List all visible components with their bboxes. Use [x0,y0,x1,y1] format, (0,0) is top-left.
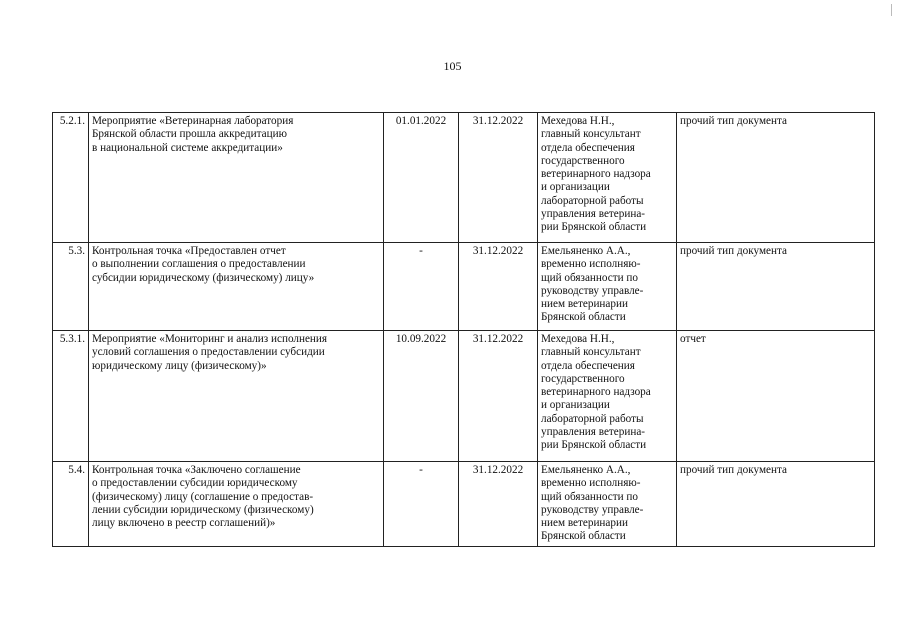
item-name [89,113,384,243]
item-number: 5.3.1. [53,331,89,462]
end-date: 31.12.2022 [459,462,538,547]
end-date: 31.12.2022 [459,243,538,331]
responsible-line: управления ветерина- [541,426,646,439]
table-row [53,113,875,243]
item-name-line: Мероприятие «Мониторинг и анализ исполнения [92,333,328,345]
item-name-line: лицу включено в реестр соглашений)» [92,517,276,530]
plan-table [52,112,875,547]
responsible-line: рии Брянской области [541,439,647,452]
item-number: 5.4. [53,462,89,547]
responsible-line: отдела обеспечения [541,141,635,154]
responsible-person [538,243,677,331]
responsible-line: государственного [541,372,625,385]
responsible-line: отдела обеспечения [541,359,635,372]
responsible-line: нием ветеринарии [541,517,628,530]
item-name-line: о выполнении соглашения о предоставлении [92,258,306,271]
responsible-line: Емельяненко А.А., [541,464,631,476]
item-name-line: в национальной системе аккредитации» [92,141,283,154]
responsible-line: щий обязанности по [541,490,638,503]
start-date: - [384,462,459,547]
responsible-line: Брянской области [541,311,626,324]
responsible-line: Мехедова Н.Н., [541,333,615,345]
responsible-line: временно исполняю- [541,477,641,490]
responsible-line: главный консультант [541,128,641,141]
responsible-line: руководству управле- [541,284,644,297]
scan-edge-mark [891,4,892,16]
item-name [89,243,384,331]
item-number: 5.3. [53,243,89,331]
document-type: прочий тип документа [677,243,875,331]
responsible-line: ветеринарного надзора [541,386,651,399]
page-number: 105 [443,59,462,73]
responsible-line: лабораторной работы [541,194,644,207]
responsible-line: Брянской области [541,530,626,543]
responsible-line: Мехедова Н.Н., [541,115,615,127]
responsible-line: главный консультант [541,346,641,359]
item-name-line: лении субсидии юридическому (физическому) [92,503,314,516]
item-name-line: юридическому лицу (физическому)» [92,359,267,372]
item-name-line: Брянской области прошла аккредитацию [92,128,287,141]
responsible-line: рии Брянской области [541,221,647,234]
item-name-line: Контрольная точка «Предоставлен отчет [92,245,286,257]
item-name-line: о предоставлении субсидии юридическому [92,477,298,490]
end-date: 31.12.2022 [459,113,538,243]
item-name-line: Мероприятие «Ветеринарная лаборатория [92,115,294,127]
responsible-line: руководству управле- [541,503,644,516]
item-name [89,331,384,462]
start-date: - [384,243,459,331]
item-name-line: условий соглашения о предоставлении субсидии [92,346,325,359]
end-date: 31.12.2022 [459,331,538,462]
item-name-line: субсидии юридическому (физическому) лицу» [92,271,315,284]
responsible-line: Емельяненко А.А., [541,245,631,257]
start-date: 10.09.2022 [384,331,459,462]
item-number: 5.2.1. [53,113,89,243]
responsible-line: управления ветерина- [541,208,646,221]
table-row [53,243,875,331]
item-name-line: Контрольная точка «Заключено соглашение [92,464,301,476]
document-type: прочий тип документа [677,113,875,243]
responsible-line: временно исполняю- [541,258,641,271]
responsible-line: государственного [541,154,625,167]
document-type: отчет [677,331,875,462]
table-row [53,462,875,547]
item-name [89,462,384,547]
document-type: прочий тип документа [677,462,875,547]
responsible-line: щий обязанности по [541,271,638,284]
responsible-line: нием ветеринарии [541,298,628,311]
responsible-line: ветеринарного надзора [541,168,651,181]
responsible-person [538,113,677,243]
responsible-line: и организации [541,181,610,194]
responsible-line: лабораторной работы [541,412,644,425]
start-date: 01.01.2022 [384,113,459,243]
responsible-person [538,331,677,462]
item-name-line: (физическому) лицу (соглашение о предостав- [92,490,314,503]
responsible-line: и организации [541,399,610,412]
table-row [53,331,875,462]
responsible-person [538,462,677,547]
